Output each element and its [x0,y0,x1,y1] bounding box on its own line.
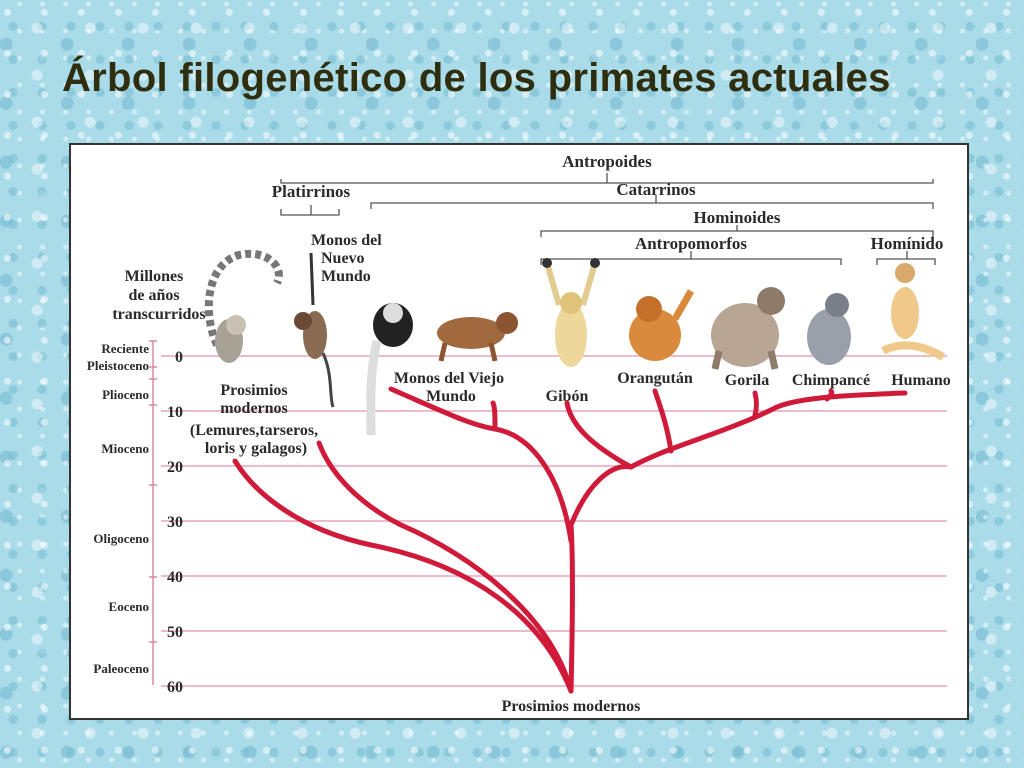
phylogenetic-tree-diagram [71,145,971,722]
axis-heading-line-2: de años [128,287,180,304]
label-orangutan: Orangután [617,370,693,387]
tick-labels [167,349,183,696]
label-chimpance: Chimpancé [791,372,871,389]
primate-illustrations [209,253,943,435]
prosimios-line-1: Prosimios [220,382,288,399]
human-illustration [883,263,943,357]
axis-heading [112,268,205,323]
monos-nuevo-line-1: Monos del [311,232,382,249]
epoch-mioceno: Mioceno [101,441,149,456]
label-catarrinos: Catarrinos [616,180,696,199]
tick-label-60: 60 [167,679,183,696]
branch-trunk [571,525,573,691]
label-antropoides: Antropoides [562,152,652,171]
chimpanzee-illustration [807,293,851,365]
bracket-platirrinos [281,205,339,215]
label-gorila: Gorila [724,372,770,389]
tick-label-0: 0 [175,349,183,366]
gibbon-illustration [542,258,600,367]
branch-monos-viejo-mundo [493,403,495,429]
old-world-monkey-illustration [437,312,518,361]
branch-chimpance [827,391,832,399]
tick-label-40: 40 [167,569,183,586]
bracket-antropomorfos [541,251,841,265]
epoch-labels [87,341,149,676]
epoch-pleistoceno: Pleistoceno [86,358,149,373]
branch-gibon [567,403,631,467]
label-monos-nuevo-mundo [311,232,386,285]
tick-label-20: 20 [167,459,183,476]
axis-heading-line-3: transcurridos [112,306,206,323]
tick-label-10: 10 [167,404,183,421]
branch-catarrinos-left [391,389,571,541]
slide-title: Árbol filogenético de los primates actuales [62,56,891,100]
label-prosimios-modernos-root: Prosimios modernos [501,698,641,715]
epoch-reciente: Reciente [101,341,149,356]
bracket-antropoides [281,173,933,183]
label-antropomorfos: Antropomorfos [634,234,748,253]
epoch-plioceno: Plioceno [102,387,149,402]
bracket-hominido [877,251,935,265]
epoch-eoceno: Eoceno [108,599,149,614]
label-platirrinos: Platirrinos [271,182,351,201]
label-hominoides: Hominoides [693,208,781,227]
epoch-oligoceno: Oligoceno [93,531,149,546]
prosimios-line-4: loris y galagos) [204,440,308,457]
gorilla-illustration [711,287,785,369]
branch-orangutan [655,391,671,451]
tick-label-30: 30 [167,514,183,531]
epoch-axis [149,341,157,685]
axis-heading-line-1: Millones [124,268,184,285]
label-gibon: Gibón [545,388,589,405]
branch-gorila [755,393,757,415]
label-humano: Humano [891,372,951,389]
phylogenetic-branches [235,389,905,691]
monos-viejo-line-2: Mundo [426,388,476,405]
monos-nuevo-line-2: Nuevo [321,250,365,267]
epoch-paleoceno: Paleoceno [93,661,149,676]
lemur-illustration [209,254,279,363]
label-prosimios-modernos-top [190,382,322,457]
label-hominido: Homínido [870,234,944,253]
tick-label-50: 50 [167,624,183,641]
monos-nuevo-line-3: Mundo [321,268,371,285]
group-brackets [281,173,935,265]
phylogenetic-tree-panel [69,143,969,720]
prosimios-line-2: modernos [220,400,288,417]
prosimios-line-3: (Lemures,tarseros, [189,422,319,439]
colobus-illustration [371,303,413,435]
orangutan-illustration [629,291,691,361]
monos-viejo-line-1: Monos del Viejo [393,370,505,387]
